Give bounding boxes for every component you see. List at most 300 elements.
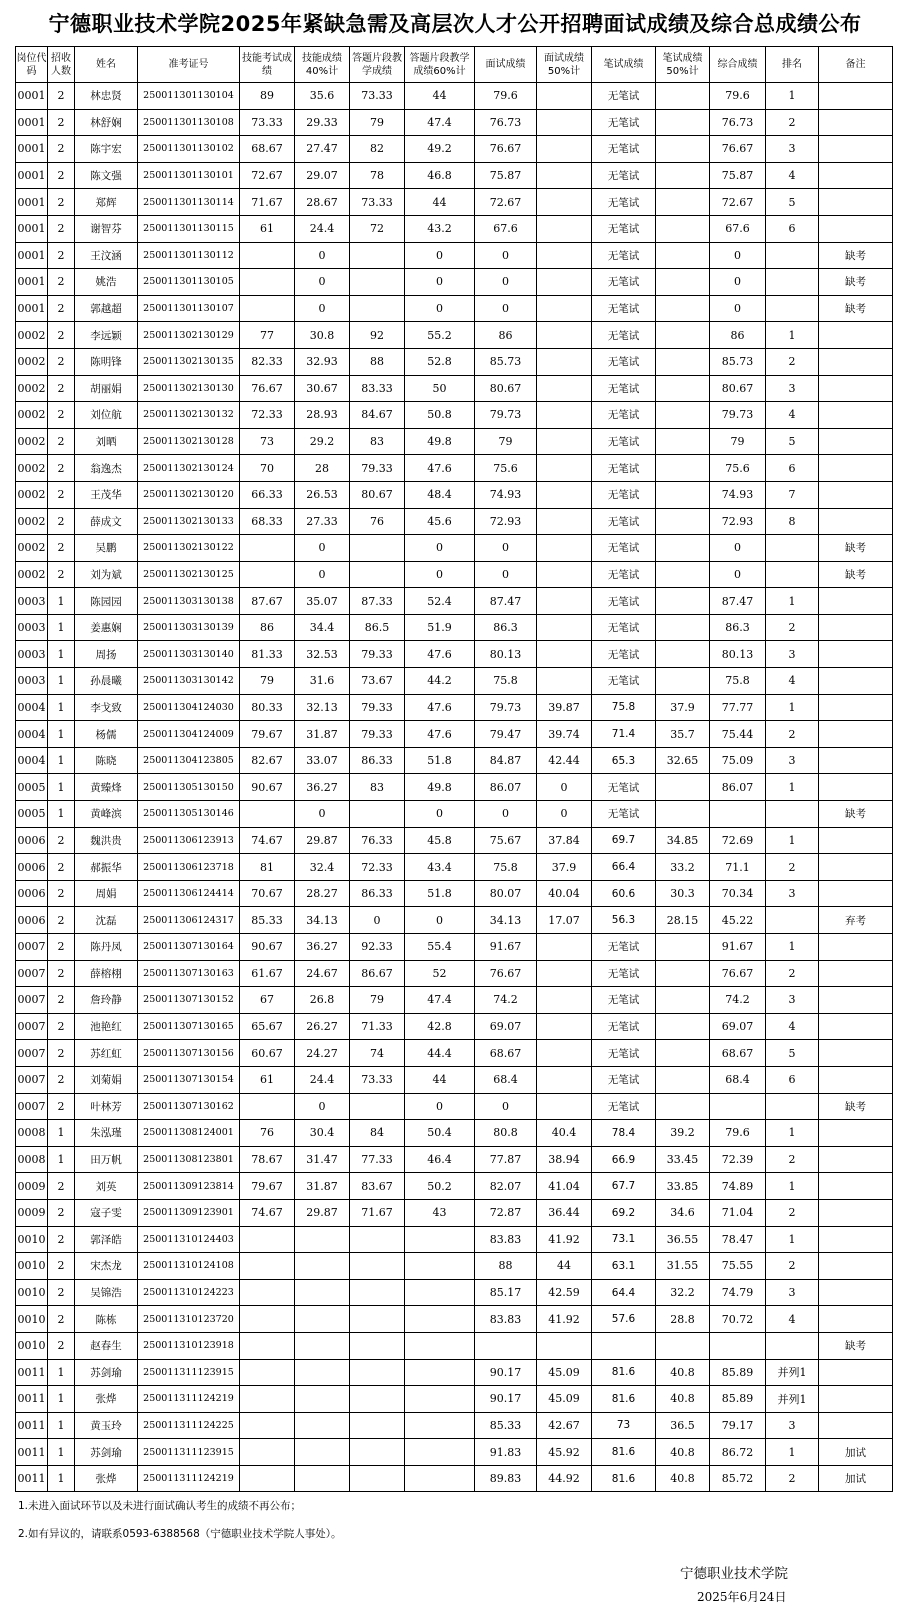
table-cell: 69.2 — [592, 1199, 656, 1226]
table-cell: 55.4 — [405, 934, 475, 961]
table-cell — [240, 1439, 295, 1466]
table-cell: 0 — [405, 269, 475, 296]
table-cell: 250011305130150 — [138, 774, 240, 801]
table-cell: 79.67 — [240, 1173, 295, 1200]
table-cell: 79 — [350, 987, 405, 1014]
table-cell: 叶林芳 — [75, 1093, 138, 1120]
table-cell: 0001 — [16, 136, 48, 163]
table-cell: 缺考 — [819, 269, 893, 296]
table-cell: 80.67 — [710, 375, 766, 402]
table-cell: 29.2 — [295, 428, 350, 455]
table-cell — [766, 1332, 819, 1359]
table-cell: 72.67 — [240, 162, 295, 189]
table-cell: 30.4 — [295, 1120, 350, 1147]
table-cell: 43 — [405, 1199, 475, 1226]
table-cell: 79.6 — [475, 83, 537, 110]
table-cell: 刘位航 — [75, 402, 138, 429]
table-cell: 翁逸杰 — [75, 455, 138, 482]
table-cell: 250011311123915 — [138, 1439, 240, 1466]
table-cell: 44 — [405, 1066, 475, 1093]
table-cell — [710, 1093, 766, 1120]
table-cell: 1 — [48, 721, 75, 748]
table-cell: 2 — [48, 907, 75, 934]
table-cell: 83 — [350, 774, 405, 801]
table-cell: 81.6 — [592, 1386, 656, 1413]
table-cell: 2 — [48, 1332, 75, 1359]
table-cell — [350, 1439, 405, 1466]
table-cell: 40.4 — [537, 1120, 592, 1147]
table-cell: 1 — [766, 694, 819, 721]
table-cell: 79 — [240, 668, 295, 695]
table-cell: 30.3 — [656, 880, 710, 907]
table-row — [16, 561, 893, 588]
table-row — [16, 1306, 893, 1333]
table-cell: 47.6 — [405, 641, 475, 668]
table-cell: 86 — [240, 614, 295, 641]
table-cell: 无笔试 — [592, 295, 656, 322]
table-cell: 2 — [48, 1199, 75, 1226]
table-cell: 6 — [766, 215, 819, 242]
column-header: 准考证号 — [138, 47, 240, 83]
table-cell: 2 — [48, 1226, 75, 1253]
table-cell: 35.6 — [295, 83, 350, 110]
table-cell: 46.4 — [405, 1146, 475, 1173]
table-cell: 76.33 — [350, 827, 405, 854]
table-cell: 2 — [48, 1306, 75, 1333]
table-cell: 28.67 — [295, 189, 350, 216]
table-cell: 250011302130122 — [138, 535, 240, 562]
table-cell: 无笔试 — [592, 481, 656, 508]
table-cell — [240, 1253, 295, 1280]
table-cell: 83.67 — [350, 1173, 405, 1200]
table-cell: 86.5 — [350, 614, 405, 641]
table-cell: 0002 — [16, 455, 48, 482]
table-cell: 50.2 — [405, 1173, 475, 1200]
table-cell: 2 — [48, 455, 75, 482]
table-cell: 0001 — [16, 269, 48, 296]
table-cell — [405, 1226, 475, 1253]
table-cell: 36.44 — [537, 1199, 592, 1226]
table-cell: 1 — [48, 1120, 75, 1147]
table-cell: 76.67 — [710, 136, 766, 163]
table-cell: 孙晨曦 — [75, 668, 138, 695]
table-cell: 44 — [405, 83, 475, 110]
table-cell: 57.6 — [592, 1306, 656, 1333]
table-row — [16, 987, 893, 1014]
table-cell: 2 — [48, 162, 75, 189]
table-cell: 50.8 — [405, 402, 475, 429]
table-cell — [656, 774, 710, 801]
table-cell — [350, 561, 405, 588]
table-cell — [240, 561, 295, 588]
table-row — [16, 348, 893, 375]
table-row — [16, 1120, 893, 1147]
table-cell: 薛成文 — [75, 508, 138, 535]
table-cell — [537, 189, 592, 216]
table-cell: 80.13 — [710, 641, 766, 668]
table-cell: 无笔试 — [592, 934, 656, 961]
table-cell: 33.07 — [295, 747, 350, 774]
table-cell: 29.87 — [295, 1199, 350, 1226]
table-cell: 陈文强 — [75, 162, 138, 189]
table-cell: 1 — [48, 801, 75, 828]
table-cell: 2 — [48, 535, 75, 562]
table-cell — [710, 1332, 766, 1359]
table-cell: 40.8 — [656, 1359, 710, 1386]
table-cell: 郭越超 — [75, 295, 138, 322]
table-cell: 81 — [240, 854, 295, 881]
table-cell: 27.33 — [295, 508, 350, 535]
table-cell: 74.79 — [710, 1279, 766, 1306]
table-cell: 加试 — [819, 1439, 893, 1466]
table-cell: 24.4 — [295, 215, 350, 242]
table-cell: 0010 — [16, 1226, 48, 1253]
table-cell: 2 — [766, 109, 819, 136]
table-cell: 0 — [475, 295, 537, 322]
table-cell: 0008 — [16, 1146, 48, 1173]
table-cell: 0 — [295, 269, 350, 296]
table-cell: 0004 — [16, 694, 48, 721]
table-cell: 0 — [295, 1093, 350, 1120]
table-cell: 1 — [48, 747, 75, 774]
table-cell: 2 — [48, 242, 75, 269]
table-cell: 34.13 — [295, 907, 350, 934]
table-cell: 76.67 — [710, 960, 766, 987]
table-cell — [537, 348, 592, 375]
table-cell: 0 — [405, 561, 475, 588]
table-cell: 陈丹凤 — [75, 934, 138, 961]
table-cell: 40.04 — [537, 880, 592, 907]
table-cell: 苏红虹 — [75, 1040, 138, 1067]
table-cell: 71.4 — [592, 721, 656, 748]
table-cell: 陈栋 — [75, 1306, 138, 1333]
table-cell: 4 — [766, 402, 819, 429]
table-cell: 72.87 — [475, 1199, 537, 1226]
table-cell: 87.47 — [475, 588, 537, 615]
table-cell — [766, 242, 819, 269]
table-cell — [819, 721, 893, 748]
table-cell: 无笔试 — [592, 588, 656, 615]
table-row — [16, 1226, 893, 1253]
table-cell: 250011311124219 — [138, 1386, 240, 1413]
table-cell — [350, 1332, 405, 1359]
table-cell — [819, 641, 893, 668]
table-cell: 无笔试 — [592, 987, 656, 1014]
table-cell: 89.83 — [475, 1465, 537, 1492]
table-cell: 并列1 — [766, 1386, 819, 1413]
table-cell: 76.67 — [475, 960, 537, 987]
table-cell: 4 — [766, 1013, 819, 1040]
table-cell — [537, 561, 592, 588]
table-cell — [240, 1332, 295, 1359]
table-cell — [405, 1465, 475, 1492]
table-cell — [656, 269, 710, 296]
table-cell: 80.67 — [350, 481, 405, 508]
table-cell: 无笔试 — [592, 455, 656, 482]
table-cell: 陈明锋 — [75, 348, 138, 375]
table-cell: 45.22 — [710, 907, 766, 934]
table-cell: 85.73 — [710, 348, 766, 375]
table-cell — [405, 1279, 475, 1306]
table-cell: 4 — [766, 162, 819, 189]
table-cell: 2 — [48, 375, 75, 402]
table-cell: 74.89 — [710, 1173, 766, 1200]
table-cell: 73.33 — [350, 1066, 405, 1093]
table-row — [16, 1146, 893, 1173]
table-cell: 26.27 — [295, 1013, 350, 1040]
table-cell: 41.04 — [537, 1173, 592, 1200]
table-cell: 44.92 — [537, 1465, 592, 1492]
table-cell — [766, 561, 819, 588]
table-cell: 250011301130114 — [138, 189, 240, 216]
table-cell: 45.09 — [537, 1359, 592, 1386]
table-cell: 1 — [766, 588, 819, 615]
table-cell: 47.6 — [405, 721, 475, 748]
table-cell: 79.17 — [710, 1412, 766, 1439]
table-cell: 34.85 — [656, 827, 710, 854]
table-cell: 250011307130162 — [138, 1093, 240, 1120]
table-cell — [537, 508, 592, 535]
table-cell: 无笔试 — [592, 801, 656, 828]
table-cell: 无笔试 — [592, 242, 656, 269]
table-cell — [405, 1412, 475, 1439]
table-cell: 70 — [240, 455, 295, 482]
table-cell: 无笔试 — [592, 668, 656, 695]
table-row — [16, 1173, 893, 1200]
table-cell: 65.3 — [592, 747, 656, 774]
table-cell: 87.67 — [240, 588, 295, 615]
table-cell: 2 — [766, 1199, 819, 1226]
table-cell: 60.67 — [240, 1040, 295, 1067]
table-cell: 90.67 — [240, 934, 295, 961]
table-cell: 0007 — [16, 1013, 48, 1040]
table-cell: 朱泓瑾 — [75, 1120, 138, 1147]
table-cell — [656, 242, 710, 269]
table-cell — [819, 1173, 893, 1200]
table-cell: 79 — [350, 109, 405, 136]
table-cell: 胡丽娟 — [75, 375, 138, 402]
table-cell — [766, 1093, 819, 1120]
table-cell: 2 — [48, 481, 75, 508]
table-cell: 加试 — [819, 1465, 893, 1492]
table-cell: 无笔试 — [592, 1013, 656, 1040]
table-cell: 池艳红 — [75, 1013, 138, 1040]
table-cell: 250011307130152 — [138, 987, 240, 1014]
table-cell: 1 — [48, 668, 75, 695]
table-cell: 0 — [405, 295, 475, 322]
table-cell: 0007 — [16, 934, 48, 961]
table-cell — [537, 322, 592, 349]
table-cell: 0011 — [16, 1386, 48, 1413]
table-cell — [240, 1093, 295, 1120]
table-cell — [819, 827, 893, 854]
table-cell — [819, 694, 893, 721]
table-cell — [240, 801, 295, 828]
table-cell: 37.84 — [537, 827, 592, 854]
table-cell — [240, 1465, 295, 1492]
table-cell: 61.67 — [240, 960, 295, 987]
table-cell: 0007 — [16, 1093, 48, 1120]
table-cell: 0007 — [16, 960, 48, 987]
table-cell: 66.4 — [592, 854, 656, 881]
table-row — [16, 641, 893, 668]
note-1: 1.未进入面试环节以及未进行面试确认考生的成绩不再公布； — [18, 1500, 302, 1512]
table-cell: 68.4 — [710, 1066, 766, 1093]
table-cell: 61 — [240, 1066, 295, 1093]
table-cell: 74.93 — [475, 481, 537, 508]
table-cell: 2 — [48, 854, 75, 881]
table-cell: 2 — [48, 428, 75, 455]
table-cell: 86.3 — [710, 614, 766, 641]
table-row — [16, 907, 893, 934]
table-cell: 31.47 — [295, 1146, 350, 1173]
table-cell: 90.67 — [240, 774, 295, 801]
table-cell: 72.67 — [710, 189, 766, 216]
table-cell: 缺考 — [819, 242, 893, 269]
table-cell: 73.1 — [592, 1226, 656, 1253]
table-cell — [475, 1332, 537, 1359]
table-cell: 250011302130120 — [138, 481, 240, 508]
table-cell: 1 — [48, 1412, 75, 1439]
table-cell — [295, 1439, 350, 1466]
notes — [18, 1492, 342, 1548]
table-row — [16, 1465, 893, 1492]
table-cell: 林舒娴 — [75, 109, 138, 136]
table-cell: 250011302130129 — [138, 322, 240, 349]
table-cell: 无笔试 — [592, 375, 656, 402]
table-cell: 26.53 — [295, 481, 350, 508]
table-cell: 缺考 — [819, 1332, 893, 1359]
table-cell: 52 — [405, 960, 475, 987]
table-cell: 无笔试 — [592, 189, 656, 216]
table-cell: 0004 — [16, 721, 48, 748]
table-cell: 250011301130108 — [138, 109, 240, 136]
table-cell: 5 — [766, 428, 819, 455]
table-cell: 83 — [350, 428, 405, 455]
table-cell: 75.87 — [710, 162, 766, 189]
table-cell: 0 — [475, 801, 537, 828]
table-cell — [537, 215, 592, 242]
table-cell: 2 — [48, 215, 75, 242]
table-cell: 姜惠娴 — [75, 614, 138, 641]
table-cell: 周娟 — [75, 880, 138, 907]
table-row — [16, 402, 893, 429]
table-cell: 0002 — [16, 322, 48, 349]
table-row — [16, 1439, 893, 1466]
table-cell: 2 — [48, 348, 75, 375]
table-row — [16, 215, 893, 242]
table-cell: 75.67 — [475, 827, 537, 854]
table-cell — [819, 987, 893, 1014]
table-cell: 0010 — [16, 1332, 48, 1359]
table-cell — [819, 1066, 893, 1093]
table-cell: 75.09 — [710, 747, 766, 774]
table-cell: 苏剑瑜 — [75, 1359, 138, 1386]
table-cell: 3 — [766, 987, 819, 1014]
table-cell: 80.8 — [475, 1120, 537, 1147]
table-cell: 250011301130104 — [138, 83, 240, 110]
table-cell: 无笔试 — [592, 348, 656, 375]
table-cell: 73.67 — [350, 668, 405, 695]
table-cell: 71.33 — [350, 1013, 405, 1040]
table-cell: 0 — [537, 801, 592, 828]
table-cell — [656, 508, 710, 535]
table-cell — [350, 1465, 405, 1492]
table-cell — [295, 1359, 350, 1386]
table-cell: 250011306124317 — [138, 907, 240, 934]
table-cell — [350, 1226, 405, 1253]
table-cell — [350, 269, 405, 296]
table-cell: 91.67 — [710, 934, 766, 961]
table-cell: 无笔试 — [592, 269, 656, 296]
table-cell — [350, 242, 405, 269]
table-cell: 250011310124108 — [138, 1253, 240, 1280]
table-cell: 81.6 — [592, 1465, 656, 1492]
table-cell — [405, 1439, 475, 1466]
table-cell — [656, 1093, 710, 1120]
table-cell — [656, 641, 710, 668]
table-cell: 250011311124225 — [138, 1412, 240, 1439]
table-cell: 45.92 — [537, 1439, 592, 1466]
table-cell: 林忠贤 — [75, 83, 138, 110]
table-cell: 0007 — [16, 1040, 48, 1067]
table-cell — [656, 1066, 710, 1093]
table-cell: 250011302130135 — [138, 348, 240, 375]
table-cell: 45.8 — [405, 827, 475, 854]
table-cell: 50 — [405, 375, 475, 402]
table-cell: 76.73 — [710, 109, 766, 136]
table-row — [16, 1066, 893, 1093]
table-cell: 姚浩 — [75, 269, 138, 296]
table-cell — [656, 801, 710, 828]
table-cell: 250011306123718 — [138, 854, 240, 881]
table-cell: 0002 — [16, 535, 48, 562]
table-cell: 2 — [48, 1173, 75, 1200]
table-cell: 2 — [766, 721, 819, 748]
table-cell: 75.44 — [710, 721, 766, 748]
table-cell: 0 — [295, 242, 350, 269]
table-cell: 56.3 — [592, 907, 656, 934]
table-cell — [819, 960, 893, 987]
table-cell: 82.67 — [240, 747, 295, 774]
table-cell: 黄臻烽 — [75, 774, 138, 801]
table-cell — [819, 508, 893, 535]
table-cell: 86.3 — [475, 614, 537, 641]
table-cell — [350, 801, 405, 828]
table-cell: 8 — [766, 508, 819, 535]
table-cell: 78 — [350, 162, 405, 189]
table-cell: 苏剑瑜 — [75, 1439, 138, 1466]
table-cell: 赵春生 — [75, 1332, 138, 1359]
table-cell: 17.07 — [537, 907, 592, 934]
table-cell: 1 — [766, 774, 819, 801]
table-cell: 3 — [766, 747, 819, 774]
table-cell: 无笔试 — [592, 774, 656, 801]
table-cell: 49.8 — [405, 774, 475, 801]
table-cell: 70.34 — [710, 880, 766, 907]
table-cell: 30.67 — [295, 375, 350, 402]
table-cell: 无笔试 — [592, 1093, 656, 1120]
table-cell: 75.8 — [475, 854, 537, 881]
table-cell — [819, 1386, 893, 1413]
table-cell: 0011 — [16, 1412, 48, 1439]
table-cell: 250011309123901 — [138, 1199, 240, 1226]
table-cell: 2 — [48, 561, 75, 588]
table-cell: 72 — [350, 215, 405, 242]
table-cell: 2 — [48, 960, 75, 987]
table-cell: 无笔试 — [592, 561, 656, 588]
table-cell: 73 — [592, 1412, 656, 1439]
